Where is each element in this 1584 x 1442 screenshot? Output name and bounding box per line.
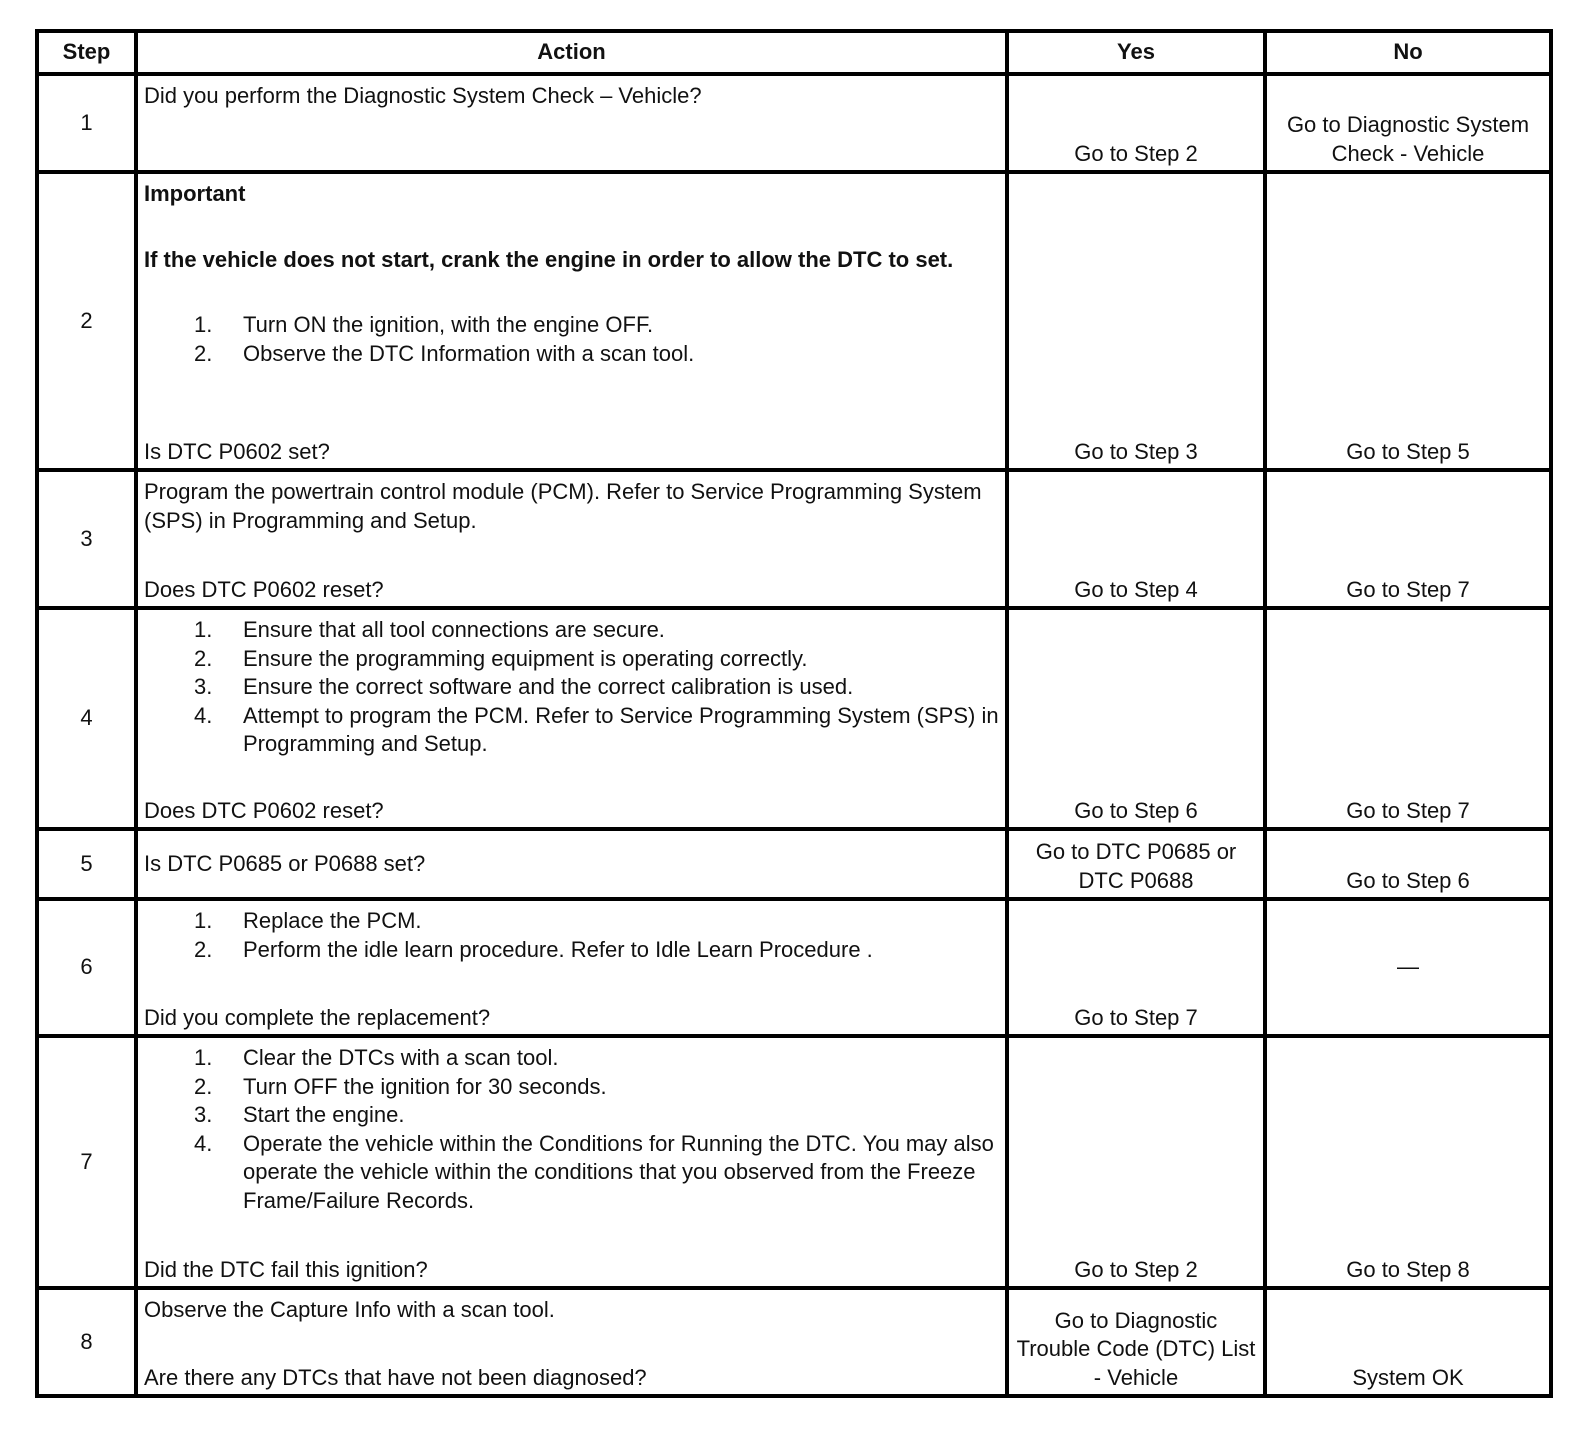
yes-cell — [1007, 74, 1265, 172]
list-item-number: 1. — [194, 1045, 213, 1070]
yes-cell — [1007, 1288, 1265, 1396]
action-question: Does DTC P0602 reset? — [144, 797, 384, 823]
instruction-list — [144, 1044, 999, 1215]
step-number: 3 — [37, 470, 136, 608]
list-item — [144, 311, 999, 340]
no-text: Go to Step 8 — [1346, 1256, 1470, 1282]
list-item-number: 1. — [194, 312, 213, 337]
list-item — [144, 673, 999, 702]
no-text: Go to Step 7 — [1346, 576, 1470, 602]
no-cell — [1265, 74, 1551, 172]
action-cell — [136, 74, 1007, 172]
list-item-text: Ensure that all tool connections are secure. — [243, 617, 665, 642]
no-text: Go to Step 5 — [1346, 438, 1470, 464]
action-question: Are there any DTCs that have not been diagnosed? — [144, 1364, 647, 1390]
list-item — [144, 936, 999, 965]
list-item-text: Clear the DTCs with a scan tool. — [243, 1045, 559, 1070]
action-question: Did you complete the replacement? — [144, 1004, 491, 1030]
yes-cell — [1007, 829, 1265, 899]
table-row — [37, 1036, 1551, 1288]
no-text: — — [1397, 954, 1419, 980]
list-item-number: 3. — [194, 674, 213, 699]
action-cell — [136, 1036, 1007, 1288]
list-item-number: 2. — [194, 1073, 213, 1099]
list-item — [144, 645, 999, 674]
list-item-number: 3. — [194, 1102, 213, 1127]
yes-cell — [1007, 1036, 1265, 1288]
yes-cell — [1007, 608, 1265, 829]
list-item — [144, 1044, 999, 1073]
instruction-list — [144, 311, 999, 368]
list-item-text: Attempt to program the PCM. Refer to Service Programming System (SPS) in Programming and Setup. — [243, 702, 999, 756]
step-number: 4 — [37, 608, 136, 829]
no-cell — [1265, 1036, 1551, 1288]
yes-text: Go to Step 3 — [1074, 438, 1198, 464]
list-item-number: 1. — [194, 617, 213, 642]
action-cell — [136, 899, 1007, 1036]
no-cell — [1265, 470, 1551, 608]
list-item — [144, 702, 999, 759]
table-row — [37, 172, 1551, 470]
action-cell — [136, 470, 1007, 608]
header-no: No — [1265, 31, 1551, 74]
no-text: Go to Step 7 — [1346, 797, 1470, 823]
list-item — [144, 907, 999, 936]
action-cell — [136, 608, 1007, 829]
no-cell — [1265, 899, 1551, 1036]
table-row — [37, 899, 1551, 1036]
important-text: If the vehicle does not start, crank the engine in order to allow the DTC to set. — [144, 246, 954, 272]
action-text: Program the powertrain control module (PCM). Refer to Service Programming System (SPS) in Programming and Setup. — [144, 479, 982, 533]
yes-text: Go to DTC P0685 or DTC P0688 — [1035, 839, 1237, 893]
list-item-text: Ensure the programming equipment is operating correctly. — [243, 645, 808, 671]
action-cell — [136, 829, 1007, 899]
table-row — [37, 1288, 1551, 1396]
list-item — [144, 1073, 999, 1102]
list-item-text: Replace the PCM. — [243, 908, 422, 933]
yes-cell — [1007, 899, 1265, 1036]
list-item-number: 1. — [194, 908, 213, 933]
list-item-text: Perform the idle learn procedure. Refer to Idle Learn Procedure . — [243, 936, 873, 962]
list-item-text: Turn OFF the ignition for 30 seconds. — [243, 1073, 607, 1099]
header-step: Step — [37, 31, 136, 74]
header-action: Action — [136, 31, 1007, 74]
action-question: Is DTC P0602 set? — [144, 438, 330, 464]
header-row — [37, 31, 1551, 74]
list-item — [144, 1130, 999, 1216]
table-row — [37, 608, 1551, 829]
no-text: Go to Diagnostic System Check - Vehicle — [1286, 112, 1530, 166]
action-question: Does DTC P0602 reset? — [144, 576, 384, 602]
no-text: Go to Step 6 — [1346, 867, 1470, 893]
list-item-text: Observe the DTC Information with a scan tool. — [243, 340, 695, 366]
yes-text: Go to Step 2 — [1074, 140, 1198, 166]
list-item — [144, 340, 999, 369]
no-cell — [1265, 1288, 1551, 1396]
no-cell — [1265, 608, 1551, 829]
table-row — [37, 74, 1551, 172]
diagnostic-table — [35, 29, 1553, 1398]
list-item-text: Start the engine. — [243, 1102, 405, 1127]
list-item-number: 4. — [194, 1130, 213, 1156]
action-cell — [136, 1288, 1007, 1396]
yes-text: Go to Diagnostic Trouble Code (DTC) List - Vehicle — [1016, 1307, 1256, 1390]
list-item-text: Ensure the correct software and the correct calibration is used. — [243, 674, 854, 699]
list-item-number: 2. — [194, 645, 213, 671]
list-item-number: 2. — [194, 936, 213, 962]
table-row — [37, 470, 1551, 608]
list-item-text: Operate the vehicle within the Conditions for Running the DTC. You may also operate the vehicle within the conditions that you observed from the Freeze Frame/Failure Records. — [243, 1130, 994, 1213]
step-number: 1 — [37, 74, 136, 172]
yes-cell — [1007, 172, 1265, 470]
yes-text: Go to Step 7 — [1074, 1004, 1198, 1030]
yes-text: Go to Step 4 — [1074, 576, 1198, 602]
action-text: Did you perform the Diagnostic System Check – Vehicle? — [144, 83, 702, 108]
list-item — [144, 1101, 999, 1130]
instruction-list — [144, 907, 999, 964]
list-item-text: Turn ON the ignition, with the engine OFF. — [243, 312, 654, 337]
action-text: Observe the Capture Info with a scan tool. — [144, 1297, 555, 1322]
list-item-number: 2. — [194, 340, 213, 366]
no-cell — [1265, 829, 1551, 899]
action-question: Did the DTC fail this ignition? — [144, 1256, 428, 1282]
step-number: 2 — [37, 172, 136, 470]
no-cell — [1265, 172, 1551, 470]
action-cell — [136, 172, 1007, 470]
header-yes: Yes — [1007, 31, 1265, 74]
step-number: 7 — [37, 1036, 136, 1288]
list-item — [144, 616, 999, 645]
step-number: 6 — [37, 899, 136, 1036]
action-question: Is DTC P0685 or P0688 set? — [144, 850, 426, 876]
important-label: Important — [144, 181, 246, 206]
no-text: System OK — [1352, 1364, 1464, 1390]
step-number: 5 — [37, 829, 136, 899]
list-item-number: 4. — [194, 702, 213, 728]
yes-text: Go to Step 2 — [1074, 1256, 1198, 1282]
instruction-list — [144, 616, 999, 759]
step-number: 8 — [37, 1288, 136, 1396]
table-row — [37, 829, 1551, 899]
yes-text: Go to Step 6 — [1074, 797, 1198, 823]
yes-cell — [1007, 470, 1265, 608]
